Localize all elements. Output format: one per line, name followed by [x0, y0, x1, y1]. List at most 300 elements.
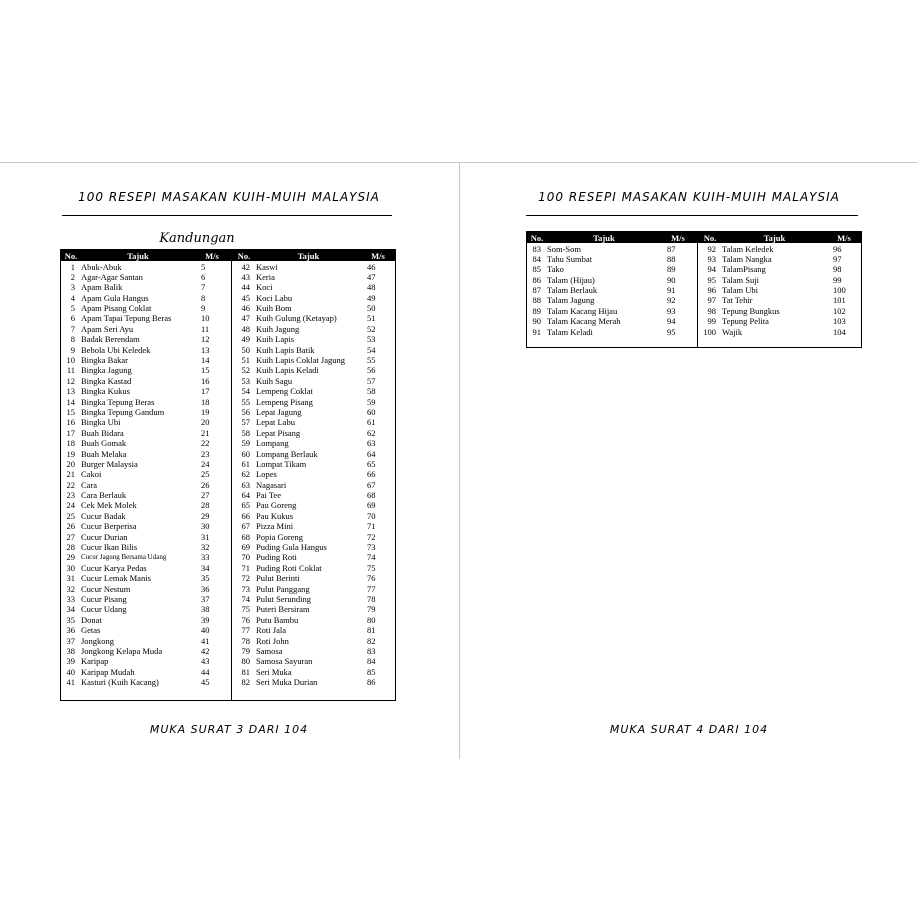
toc-row-title: Talam Nangka [722, 253, 772, 264]
toc-row-page: 75 [367, 562, 376, 573]
toc-row [232, 636, 395, 646]
header-title: Tajuk [763, 232, 786, 243]
toc-row [61, 345, 231, 355]
toc-row-page: 35 [201, 573, 210, 584]
toc-row [61, 615, 231, 625]
table-header [698, 232, 861, 243]
toc-row-number: 16 [66, 417, 75, 428]
toc-row [232, 573, 395, 583]
toc-row-page: 23 [201, 448, 210, 459]
toc-row-number: 56 [241, 406, 250, 417]
toc-row-title: Pau Kukus [256, 510, 294, 521]
toc-row-title: Kuih Bom [256, 303, 292, 314]
toc-row-title: Samosa Sayuran [256, 656, 313, 667]
toc-row-title: Koci [256, 282, 273, 293]
toc-row-title: Roti Jala [256, 625, 286, 636]
toc-row [232, 407, 395, 417]
toc-row-number: 42 [241, 261, 250, 272]
toc-row-number: 92 [707, 243, 716, 254]
toc-row-page: 7 [201, 282, 206, 293]
toc-row-number: 91 [532, 326, 541, 337]
toc-row-title: Talam Kacang Hijau [547, 305, 618, 316]
toc-row-number: 35 [66, 614, 75, 625]
toc-row-page: 56 [367, 365, 376, 376]
toc-rows [232, 261, 395, 688]
toc-row-title: Talam Keladi [547, 326, 593, 337]
toc-row-title: Cucur Karya Pedas [81, 562, 147, 573]
toc-row-page: 17 [201, 386, 210, 397]
toc-column-1 [527, 232, 698, 347]
toc-row-page: 103 [833, 316, 846, 327]
toc-row-page: 34 [201, 562, 210, 573]
toc-row [61, 594, 231, 604]
toc-row-number: 75 [241, 604, 250, 615]
toc-row-number: 89 [532, 305, 541, 316]
toc-row-number: 65 [241, 500, 250, 511]
toc-row [61, 542, 231, 552]
toc-row-title: Cucur Pisang [81, 594, 127, 604]
toc-row-number: 43 [241, 271, 250, 282]
toc-row-number: 30 [66, 562, 75, 573]
toc-row-title: Talam Kacang Merah [547, 316, 621, 327]
toc-row-number: 52 [241, 365, 250, 376]
toc-row-page: 90 [667, 274, 676, 285]
toc-row-title: Bingka Bakar [81, 355, 128, 366]
header-page: M/s [205, 250, 219, 261]
toc-row-number: 95 [707, 274, 716, 285]
toc-row-number: 61 [241, 458, 250, 469]
toc-row [232, 417, 395, 427]
toc-row-page: 6 [201, 271, 206, 282]
toc-row-page: 15 [201, 365, 210, 376]
toc-row-number: 4 [70, 292, 75, 303]
toc-row [232, 334, 395, 344]
toc-row [232, 345, 395, 355]
toc-row [232, 365, 395, 375]
toc-row-page: 27 [201, 490, 210, 501]
toc-row-page: 104 [833, 326, 846, 337]
toc-row-title: Cucur Badak [81, 510, 126, 521]
toc-row [232, 428, 395, 438]
toc-row-number: 40 [66, 666, 75, 677]
toc-row [232, 469, 395, 479]
toc-row [232, 313, 395, 323]
toc-row-number: 54 [241, 386, 250, 397]
header-no: No. [530, 232, 544, 243]
header-title: Tajuk [127, 250, 149, 261]
toc-row-page: 45 [201, 677, 210, 688]
toc-rows [698, 243, 861, 337]
toc-row [61, 625, 231, 635]
toc-row-title: Apam Pisang Coklat [81, 303, 152, 314]
toc-row-page: 77 [367, 583, 376, 594]
toc-row-title: Keria [256, 271, 275, 282]
toc-row-page: 93 [667, 305, 676, 316]
toc-row-number: 55 [241, 396, 250, 407]
toc-row-page: 39 [201, 614, 210, 625]
toc-row [232, 293, 395, 303]
toc-row-page: 83 [367, 645, 376, 656]
toc-row-title: TalamPisang [722, 264, 766, 275]
toc-row-number: 46 [241, 303, 250, 314]
toc-row-title: Burger Malaysia [81, 458, 138, 469]
toc-column-2 [698, 232, 861, 347]
toc-row-page: 20 [201, 417, 210, 428]
toc-row-number: 2 [70, 271, 75, 282]
toc-row [232, 324, 395, 334]
toc-row [61, 511, 231, 521]
toc-row-page: 9 [201, 303, 206, 314]
toc-row-number: 64 [241, 490, 250, 501]
toc-row-number: 10 [66, 355, 75, 366]
toc-row-title: Cucur Nestum [81, 583, 131, 594]
toc-row-title: Tahu Sumbat [547, 253, 592, 264]
toc-row-title: Pulut Berinti [256, 573, 300, 584]
toc-row [61, 573, 231, 583]
toc-row-page: 86 [367, 677, 376, 688]
toc-row-page: 78 [367, 594, 376, 604]
toc-row-page: 29 [201, 510, 210, 521]
toc-row-page: 58 [367, 386, 376, 397]
toc-row [232, 604, 395, 614]
toc-row-number: 19 [66, 448, 75, 459]
toc-row-title: Bingka Tepung Beras [81, 396, 155, 407]
toc-row [61, 324, 231, 334]
toc-row-page: 25 [201, 469, 210, 480]
toc-row-page: 66 [367, 469, 376, 480]
header-page: M/s [837, 232, 851, 243]
toc-row [61, 313, 231, 323]
toc-row [61, 459, 231, 469]
toc-row-number: 67 [241, 521, 250, 532]
toc-row-page: 52 [367, 323, 376, 334]
toc-row [61, 677, 231, 687]
toc-table [60, 249, 396, 701]
toc-row-title: Cucur Lemak Manis [81, 573, 151, 584]
toc-row [61, 334, 231, 344]
toc-row [698, 254, 861, 264]
toc-row-title: Pau Goreng [256, 500, 297, 511]
toc-row-page: 61 [367, 417, 376, 428]
page-header: 100 RESEPI MASAKAN KUIH-MUIH MALAYSIA [538, 190, 840, 204]
toc-row [61, 282, 231, 292]
toc-row [61, 428, 231, 438]
toc-row-title: Puding Roti [256, 552, 297, 563]
toc-row [61, 656, 231, 666]
toc-row-title: Tepung Bungkus [722, 305, 780, 316]
toc-row-number: 82 [241, 677, 250, 688]
toc-row-title: Popia Goreng [256, 531, 303, 542]
toc-row-page: 80 [367, 614, 376, 625]
toc-row-title: Kuih Lapis Batik [256, 344, 315, 355]
toc-row-title: Lepat Labu [256, 417, 295, 428]
toc-row-page: 60 [367, 406, 376, 417]
page-left [0, 163, 458, 759]
toc-row-page: 8 [201, 292, 206, 303]
toc-row-page: 16 [201, 375, 210, 386]
toc-row [232, 459, 395, 469]
toc-row-page: 99 [833, 274, 842, 285]
toc-row-page: 81 [367, 625, 376, 636]
toc-row [232, 376, 395, 386]
toc-row-title: Lepat Pisang [256, 427, 301, 438]
toc-row [61, 417, 231, 427]
toc-row [232, 584, 395, 594]
toc-rows [61, 261, 231, 688]
header-no: No. [64, 250, 78, 261]
toc-row-number: 38 [66, 645, 75, 656]
toc-row-page: 21 [201, 427, 210, 438]
toc-row-page: 72 [367, 531, 376, 542]
toc-row [61, 521, 231, 531]
toc-row-number: 63 [241, 479, 250, 490]
toc-row-title: Cucur Durian [81, 531, 128, 542]
header-title: Tajuk [297, 250, 320, 261]
header-rule [526, 215, 858, 216]
toc-row-page: 101 [833, 295, 846, 306]
toc-row-title: Tako [547, 264, 564, 275]
toc-row-title: Koci Labu [256, 292, 293, 303]
toc-row-page: 76 [367, 573, 376, 584]
toc-row-number: 23 [66, 490, 75, 501]
toc-row-title: Puding Gula Hangus [256, 542, 327, 553]
toc-row [61, 667, 231, 677]
toc-row-number: 5 [70, 303, 75, 314]
toc-row-number: 69 [241, 542, 250, 553]
page-header: 100 RESEPI MASAKAN KUIH-MUIH MALAYSIA [78, 190, 380, 204]
toc-row-title: Getas [81, 625, 101, 636]
toc-row [61, 386, 231, 396]
toc-row-number: 72 [241, 573, 250, 584]
toc-row-page: 12 [201, 334, 210, 345]
toc-row-page: 43 [201, 656, 210, 667]
table-header [232, 250, 395, 261]
toc-row-page: 64 [367, 448, 376, 459]
toc-row-page: 31 [201, 531, 210, 542]
toc-row-title: Seri Muka [256, 666, 292, 677]
table-header [527, 232, 697, 243]
toc-row-page: 41 [201, 635, 210, 646]
toc-row [232, 594, 395, 604]
toc-row-title: Cara [81, 479, 98, 490]
toc-row-page: 44 [201, 666, 210, 677]
toc-row-title: Lompang [256, 438, 289, 449]
toc-row [61, 563, 231, 573]
toc-row-number: 50 [241, 344, 250, 355]
toc-row-page: 51 [367, 313, 376, 324]
toc-row-title: Jongkong [81, 635, 115, 646]
toc-row-number: 22 [66, 479, 75, 490]
header-no: No. [237, 250, 251, 261]
toc-row-title: Kuih Lapis [256, 334, 295, 345]
toc-row-number: 37 [66, 635, 75, 646]
toc-row-number: 14 [66, 396, 75, 407]
toc-row-page: 85 [367, 666, 376, 677]
toc-row-page: 94 [667, 316, 676, 327]
toc-row [232, 625, 395, 635]
toc-row [232, 677, 395, 687]
toc-row-number: 94 [707, 264, 716, 275]
toc-row-number: 33 [66, 594, 75, 604]
toc-row-title: Kuih Lapis Coklat Jagung [256, 355, 346, 366]
toc-rows [527, 243, 697, 337]
toc-row-title: Puteri Bersiram [256, 604, 310, 615]
toc-row-number: 17 [66, 427, 75, 438]
toc-row-number: 79 [241, 645, 250, 656]
toc-row [698, 316, 861, 326]
toc-row-title: Lompat Tikam [256, 458, 307, 469]
header-no: No. [703, 232, 717, 243]
toc-row-title: Wajik [722, 326, 743, 337]
toc-row-title: Talam Berlauk [547, 285, 598, 296]
toc-row [61, 449, 231, 459]
toc-row-title: Lompang Berlauk [256, 448, 318, 459]
toc-row-page: 79 [367, 604, 376, 615]
toc-row [61, 480, 231, 490]
page-footer: MUKA SURAT 4 DARI 104 [609, 723, 769, 736]
toc-row-page: 68 [367, 490, 376, 501]
toc-row-title: Samosa [256, 645, 283, 656]
toc-row [232, 615, 395, 625]
toc-row-title: Buah Melaka [81, 448, 127, 459]
toc-row [527, 264, 697, 274]
toc-row-page: 14 [201, 355, 210, 366]
toc-row-page: 38 [201, 604, 210, 615]
toc-row-title: Apam Tapai Tepung Beras [81, 313, 172, 324]
header-page: M/s [671, 232, 685, 243]
toc-row-title: Kuih Sagu [256, 375, 293, 386]
toc-row-title: Buah Bidara [81, 427, 124, 438]
toc-row-page: 40 [201, 625, 210, 636]
toc-row-number: 62 [241, 469, 250, 480]
toc-row-title: Kasturi (Kuih Kacang) [81, 677, 159, 688]
toc-row-page: 26 [201, 479, 210, 490]
toc-row-number: 88 [532, 295, 541, 306]
toc-row-number: 81 [241, 666, 250, 677]
toc-row-number: 76 [241, 614, 250, 625]
toc-row-title: Cek Mek Molek [81, 500, 137, 511]
toc-row-title: Cakoi [81, 469, 102, 480]
toc-row [61, 438, 231, 448]
toc-row-page: 32 [201, 542, 210, 553]
toc-row-number: 28 [66, 542, 75, 553]
toc-row-number: 45 [241, 292, 250, 303]
toc-row-title: Apam Seri Ayu [81, 323, 134, 334]
toc-row-number: 80 [241, 656, 250, 667]
toc-row-page: 30 [201, 521, 210, 532]
toc-row [61, 293, 231, 303]
toc-row-title: Badak Berendam [81, 334, 140, 345]
toc-row-title: Talam Jagung [547, 295, 595, 306]
toc-row-number: 71 [241, 562, 250, 573]
toc-row-page: 89 [667, 264, 676, 275]
toc-row [232, 667, 395, 677]
toc-row-title: Talam Suji [722, 274, 759, 285]
toc-row [61, 376, 231, 386]
toc-row-number: 59 [241, 438, 250, 449]
toc-row-page: 19 [201, 406, 210, 417]
toc-row-page: 91 [667, 285, 676, 296]
toc-row [232, 490, 395, 500]
toc-row-number: 32 [66, 583, 75, 594]
toc-row [527, 327, 697, 337]
toc-row [61, 407, 231, 417]
toc-row-title: Kuih Gulung (Ketayap) [256, 313, 337, 324]
toc-row [232, 386, 395, 396]
toc-row-title: Cucur Jagung Bersama Udang [81, 553, 167, 562]
toc-row-title: Tat Tehir [722, 295, 753, 306]
toc-row-title: Apam Balik [81, 282, 123, 293]
toc-row [61, 272, 231, 282]
toc-row-title: Cucur Udang [81, 604, 127, 615]
toc-row-page: 33 [201, 552, 210, 563]
toc-row [232, 438, 395, 448]
toc-row-page: 28 [201, 500, 210, 511]
toc-row-title: Apam Gula Hangus [81, 292, 149, 303]
toc-row-title: Kaswi [256, 261, 278, 272]
toc-row-title: Talam (Hijau) [547, 274, 595, 285]
toc-row-page: 47 [367, 271, 376, 282]
toc-row-title: Seri Muka Durian [256, 677, 318, 688]
toc-row-page: 92 [667, 295, 676, 306]
toc-row [232, 449, 395, 459]
toc-row [232, 397, 395, 407]
toc-row-title: Karipap Mudah [81, 666, 135, 677]
toc-row-number: 73 [241, 583, 250, 594]
toc-row-page: 13 [201, 344, 210, 355]
toc-row-page: 10 [201, 313, 210, 324]
toc-row-title: Kuih Lapis Keladi [256, 365, 319, 376]
toc-row-title: Bebola Ubi Keledek [81, 344, 151, 355]
toc-row-number: 26 [66, 521, 75, 532]
toc-row [527, 254, 697, 264]
toc-row-number: 85 [532, 264, 541, 275]
toc-row-title: Lempeng Pisang [256, 396, 313, 407]
toc-row-number: 6 [70, 313, 75, 324]
toc-row [61, 490, 231, 500]
toc-row-page: 87 [667, 243, 676, 254]
toc-row-page: 37 [201, 594, 210, 604]
toc-row [527, 306, 697, 316]
toc-row-number: 1 [70, 261, 75, 272]
toc-row [232, 552, 395, 562]
toc-row [527, 275, 697, 285]
toc-row-page: 18 [201, 396, 210, 407]
toc-row-title: Som-Som [547, 243, 582, 254]
toc-row-number: 78 [241, 635, 250, 646]
toc-row-number: 9 [70, 344, 75, 355]
toc-row-page: 97 [833, 253, 842, 264]
toc-row-title: Bingka Tepung Gandum [81, 406, 165, 417]
toc-row [61, 604, 231, 614]
toc-row-title: Jongkong Kelapa Muda [81, 645, 163, 656]
toc-row-title: Roti John [256, 635, 289, 646]
toc-row-title: Lempeng Coklat [256, 386, 313, 397]
toc-row-page: 22 [201, 438, 210, 449]
toc-row-page: 62 [367, 427, 376, 438]
toc-column-2 [232, 250, 395, 700]
toc-row-number: 34 [66, 604, 75, 615]
toc-row-title: Bingka Jagung [81, 365, 132, 376]
toc-row-page: 46 [367, 261, 376, 272]
toc-row [527, 244, 697, 254]
toc-row [232, 480, 395, 490]
toc-row [61, 469, 231, 479]
toc-row [232, 521, 395, 531]
toc-row [698, 264, 861, 274]
toc-row [61, 365, 231, 375]
toc-row-title: Buah Gomak [81, 438, 127, 449]
